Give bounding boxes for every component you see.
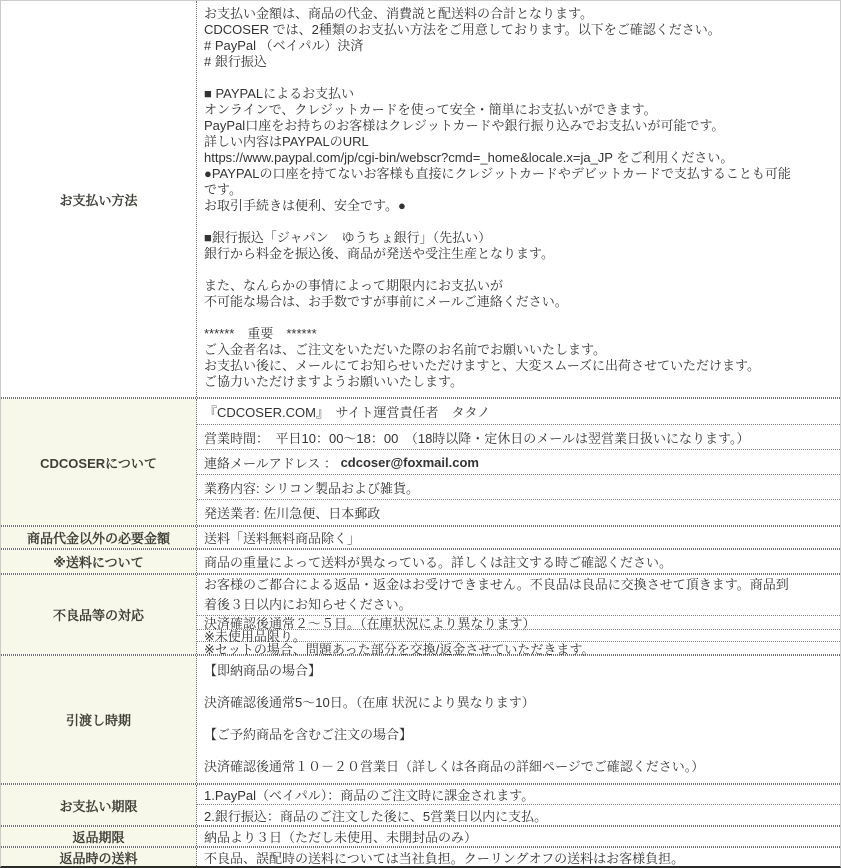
row-return-shipping-fee [1, 847, 840, 866]
exchange-lead-time: 決済確認後通常２～５日。（在庫状況により異なります） [197, 616, 840, 630]
row-label-payment-deadline: お支払い期限 [1, 785, 197, 825]
set-items-note: ※セットの場合、問題あった部分を交換/返金させていただきます。 [204, 641, 595, 657]
about-shipping-fee-text: 商品の重量によって送料が異なっている。詳しくは註文する時ご確認ください。 [204, 555, 673, 570]
text-line: # PayPal （ベイパル）決済 [204, 38, 364, 53]
row-payment-deadline [1, 784, 840, 826]
text-line: # 銀行振込 [204, 54, 267, 69]
text-line: オンラインで、クレジットカードを使って安全・簡単にお支払いができます。 [204, 102, 657, 117]
text-line [204, 310, 838, 326]
row-content-payment-deadline [197, 785, 840, 825]
business-description: 業務内容: シリコン製品および雑貨。 [197, 475, 840, 500]
row-content-defective-items [197, 575, 840, 657]
row-delivery-time [1, 655, 840, 784]
text-line: 不可能な場合は、お手数ですが事前にメールご連絡ください。 [204, 294, 568, 309]
text-line: ご入金者名は、ご注文をいただいた際のお名前でお願いいたします。 [204, 342, 606, 357]
business-hours: 営業時間： 平日10：00～18：00 （18時以降・定休日のメールは翌営業日扱いになります。） [197, 425, 840, 450]
paypal-deadline: 1.PayPal（ベイパル）：商品のご注文時に課金されます。 [197, 785, 840, 805]
site-operator: 『CDCOSER.COM』 サイト運営責任者 タタノ [197, 399, 840, 425]
text-line: 決済確認後通常5～10日。（在庫 状況により異なります） [204, 695, 535, 710]
row-defective-items [1, 574, 840, 655]
shipping-carriers: 発送業者: 佐川急便、日本郵政 [204, 506, 381, 521]
text-line: お取引手続きは便利、安全です。● [204, 198, 406, 213]
text-line: お支払い金額は、商品の代金、消費説と配送料の合計となります。 [204, 6, 593, 21]
text-line [204, 214, 838, 230]
row-label-payment-method: お支払い方法 [1, 1, 197, 397]
text-line: お支払い後に、メールにてお知らせいただけますと、大変スムーズに出荷させていただけます。 [204, 358, 761, 373]
text-line: ■ PAYPALによるお支払い [204, 86, 355, 101]
text-line [204, 711, 838, 727]
unused-items-only-note: ※未使用品限り。 [197, 630, 840, 642]
text-line [204, 70, 838, 86]
return-deadline-text: 納品より３日（ただし未使用、未開封品のみ） [204, 830, 478, 845]
row-content-about-shipping-fee [197, 550, 840, 573]
row-about-cdcoser [1, 398, 840, 526]
contact-email: cdcoser@foxmail.com [340, 454, 479, 470]
text-line [204, 743, 838, 759]
delivery-time-text [197, 656, 840, 775]
bank-transfer-deadline: 2.銀行振込：商品のご注文した後に、5営業日以内に支払。 [204, 808, 548, 824]
payment-method-text [197, 1, 840, 390]
return-policy-line2: 着後３日以内にお知らせください。 [204, 597, 412, 612]
row-label-about-cdcoser: CDCOSERについて [1, 399, 197, 525]
row-label-delivery-time: 引渡し時期 [1, 656, 197, 783]
text-line: PayPal口座をお持ちのお客様はクレジットカードや銀行振り込みでお支払いが可能です。 [204, 118, 725, 133]
text-line: 決済確認後通常１０－２０営業日（詳しくは各商品の詳細ページでご確認ください。） [204, 759, 705, 774]
row-about-shipping-fee [1, 549, 840, 574]
row-payment-method [1, 1, 840, 398]
return-policy-line1: お客様のご都合による返品・返金はお受けできません。不良品は良品に交換させて頂きます。商品到 [204, 577, 789, 592]
text-line: また、なんらかの事情によって期限内にお支払いが [204, 278, 504, 293]
text-line: 【ご予約商品を含むご注文の場合】 [204, 727, 413, 742]
row-content-return-shipping-fee [197, 848, 840, 866]
contact-email-label: 連絡メールアドレス ： [204, 455, 341, 471]
text-line [204, 262, 838, 278]
row-return-deadline [1, 826, 840, 847]
row-label-about-shipping-fee: ※送料について [1, 550, 197, 573]
return-shipping-fee-text: 不良品、誤配時の送料については当社負担。クーリングオフの送料はお客様負担。 [204, 851, 685, 866]
text-line: です。 [204, 182, 242, 197]
text-line: ●PAYPALの口座を持てないお客様も直接にクレジットカードやデビットカードで支払することも可能 [204, 166, 791, 181]
row-content-return-deadline [197, 827, 840, 846]
return-policy [197, 575, 840, 616]
text-line: 詳しい内容はPAYPALのURL [204, 134, 369, 149]
row-label-extra-charges: 商品代金以外の必要金額 [1, 527, 197, 548]
row-content-extra-charges [197, 527, 840, 548]
row-extra-charges [1, 526, 840, 549]
text-line: ご協力いただけますようお願いいたします。 [204, 374, 463, 389]
text-line: 【即納商品の場合】 [204, 663, 322, 678]
text-line: ****** 重要 ****** [204, 326, 317, 341]
text-line: 銀行から料金を振込後、商品が発送や受注生産となります。 [204, 246, 554, 261]
row-label-return-deadline: 返品期限 [1, 827, 197, 846]
extra-charges-text: 送料「送料無料商品除く」 [204, 531, 361, 546]
row-content-about-cdcoser [197, 399, 840, 525]
contact-email-row [197, 450, 840, 475]
row-label-return-shipping-fee: 返品時の送料 [1, 848, 197, 866]
text-line: CDCOSER では、2種類のお支払い方法をご用意しております。以下をご確認ください。 [204, 22, 721, 37]
text-line: ■銀行振込「ジャパン ゆうちょ銀行」（先払い） [204, 230, 492, 245]
text-line: https://www.paypal.com/jp/cgi-bin/webscr?cmd=_home&locale.x=ja_JP をご利用ください。 [204, 150, 734, 165]
row-content-payment-method [197, 1, 840, 397]
row-content-delivery-time [197, 656, 840, 783]
text-line [204, 679, 838, 695]
row-label-defective-items: 不良品等の対応 [1, 575, 197, 654]
